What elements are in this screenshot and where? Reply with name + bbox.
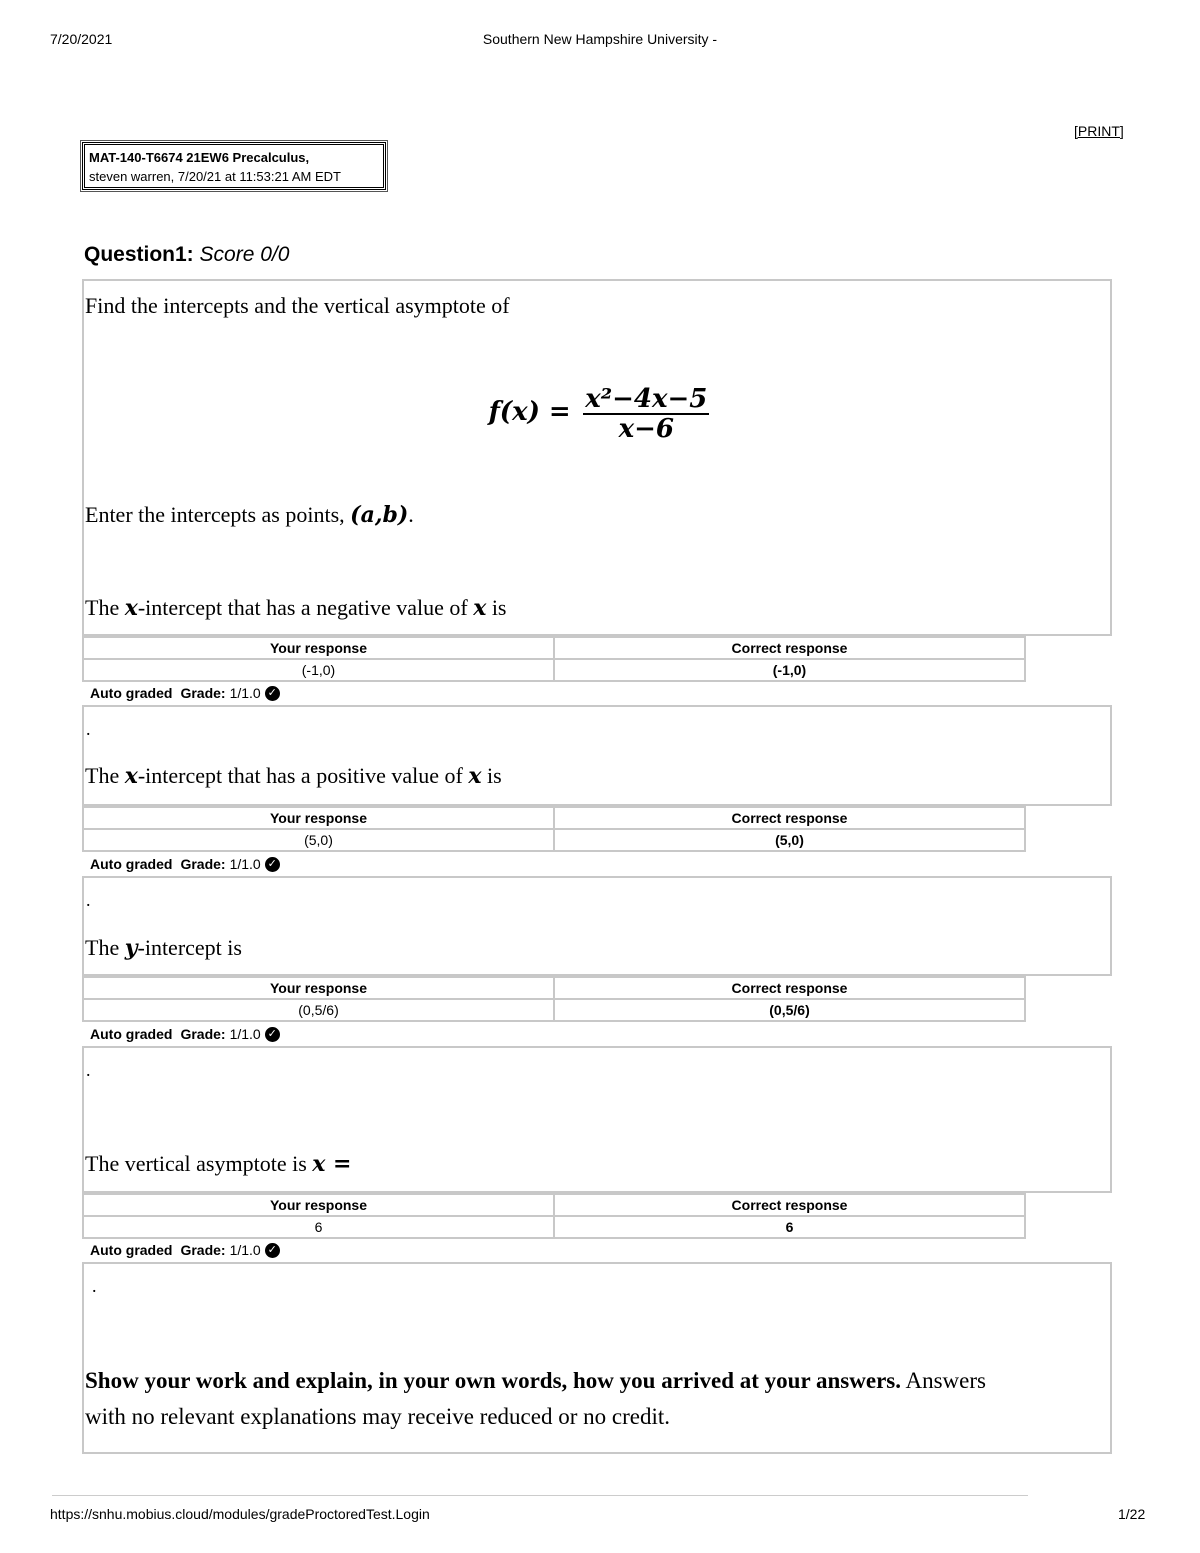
your-response-header: Your response xyxy=(83,637,554,659)
course-info-box xyxy=(82,142,386,190)
correct-response-header: Correct response xyxy=(554,977,1025,999)
grade-line-part-2 xyxy=(90,856,280,872)
grade-line-part-4 xyxy=(90,1242,280,1258)
footer-divider xyxy=(52,1495,1028,1496)
grade-value: 1/1.0 xyxy=(229,856,261,872)
formula-numerator: x²−4x−5 xyxy=(585,384,708,414)
separator-dot: . xyxy=(86,1060,91,1080)
auto-graded-label: Auto graded xyxy=(90,685,173,701)
check-circle-icon: ✓ xyxy=(265,1027,280,1042)
explanation-note-line-2: with no relevant explanations may receive reduced or no credit. xyxy=(85,1404,670,1429)
check-circle-icon: ✓ xyxy=(265,857,280,872)
separator-dot: . xyxy=(92,1276,97,1296)
grade-label: Grade: xyxy=(180,685,226,701)
part-3-box xyxy=(82,876,1112,976)
question-score: Score 0/0 xyxy=(199,243,290,266)
your-response-value: 6 xyxy=(83,1216,554,1238)
part-2-box xyxy=(82,705,1112,806)
response-table-part-2 xyxy=(82,806,1026,852)
your-response-value: (5,0) xyxy=(83,829,554,851)
enter-points-note: Enter the intercepts as points, (a,b). xyxy=(85,502,414,528)
grade-value: 1/1.0 xyxy=(229,1026,261,1042)
page-header-title: Southern New Hampshire University - xyxy=(482,31,718,47)
part-4-box xyxy=(82,1046,1112,1193)
question-title xyxy=(84,243,289,267)
grade-value: 1/1.0 xyxy=(229,685,261,701)
explanation-note-line-1: Show your work and explain, in your own words, how you arrived at your answers. Answers xyxy=(85,1368,986,1393)
check-circle-icon: ✓ xyxy=(265,1243,280,1258)
check-circle-icon: ✓ xyxy=(265,686,280,701)
question-prompt: Find the intercepts and the vertical asymptote of xyxy=(85,293,510,318)
formula-denominator: x−6 xyxy=(618,414,674,444)
grade-label: Grade: xyxy=(180,1242,226,1258)
auto-graded-label: Auto graded xyxy=(90,1242,173,1258)
correct-response-value: (5,0) xyxy=(554,829,1025,851)
auto-graded-label: Auto graded xyxy=(90,1026,173,1042)
question-label: Question1: xyxy=(84,243,194,266)
print-date: 7/20/2021 xyxy=(50,31,113,47)
auto-graded-label: Auto graded xyxy=(90,856,173,872)
response-table-part-3 xyxy=(82,976,1026,1022)
correct-response-value: 6 xyxy=(554,1216,1025,1238)
separator-dot: . xyxy=(86,719,91,739)
grade-line-part-3 xyxy=(90,1026,280,1042)
print-link[interactable]: [PRINT] xyxy=(1074,123,1124,139)
your-response-header: Your response xyxy=(83,807,554,829)
footer-url: https://snhu.mobius.cloud/modules/gradeProctoredTest.Login xyxy=(50,1506,430,1522)
function-formula xyxy=(84,385,1114,443)
correct-response-header: Correct response xyxy=(554,1194,1025,1216)
part-3-question: The y-intercept is xyxy=(85,935,242,961)
response-table-part-4 xyxy=(82,1193,1026,1239)
formula-lhs: f(x) = xyxy=(488,396,571,427)
your-response-header: Your response xyxy=(83,977,554,999)
explanation-box xyxy=(82,1262,1112,1454)
your-response-value: (0,5/6) xyxy=(83,999,554,1021)
part-2-question: The x-intercept that has a positive value of x is xyxy=(85,763,502,789)
question-prompt-box xyxy=(82,279,1112,636)
separator-dot: . xyxy=(86,890,91,910)
correct-response-value: (-1,0) xyxy=(554,659,1025,681)
grade-line-part-1 xyxy=(90,685,280,701)
part-1-question: The x-intercept that has a negative value of x is xyxy=(85,595,507,621)
course-name: MAT-140-T6674 21EW6 Precalculus, xyxy=(89,150,310,165)
correct-response-header: Correct response xyxy=(554,807,1025,829)
part-4-question: The vertical asymptote is x = xyxy=(85,1151,352,1177)
response-table-part-1 xyxy=(82,636,1026,682)
your-response-value: (-1,0) xyxy=(83,659,554,681)
student-info: steven warren, 7/20/21 at 11:53:21 AM EDT xyxy=(89,169,341,184)
formula-fraction xyxy=(583,385,709,443)
page-number: 1/22 xyxy=(1118,1506,1146,1522)
your-response-header: Your response xyxy=(83,1194,554,1216)
grade-label: Grade: xyxy=(180,856,226,872)
grade-value: 1/1.0 xyxy=(229,1242,261,1258)
correct-response-value: (0,5/6) xyxy=(554,999,1025,1021)
grade-label: Grade: xyxy=(180,1026,226,1042)
correct-response-header: Correct response xyxy=(554,637,1025,659)
